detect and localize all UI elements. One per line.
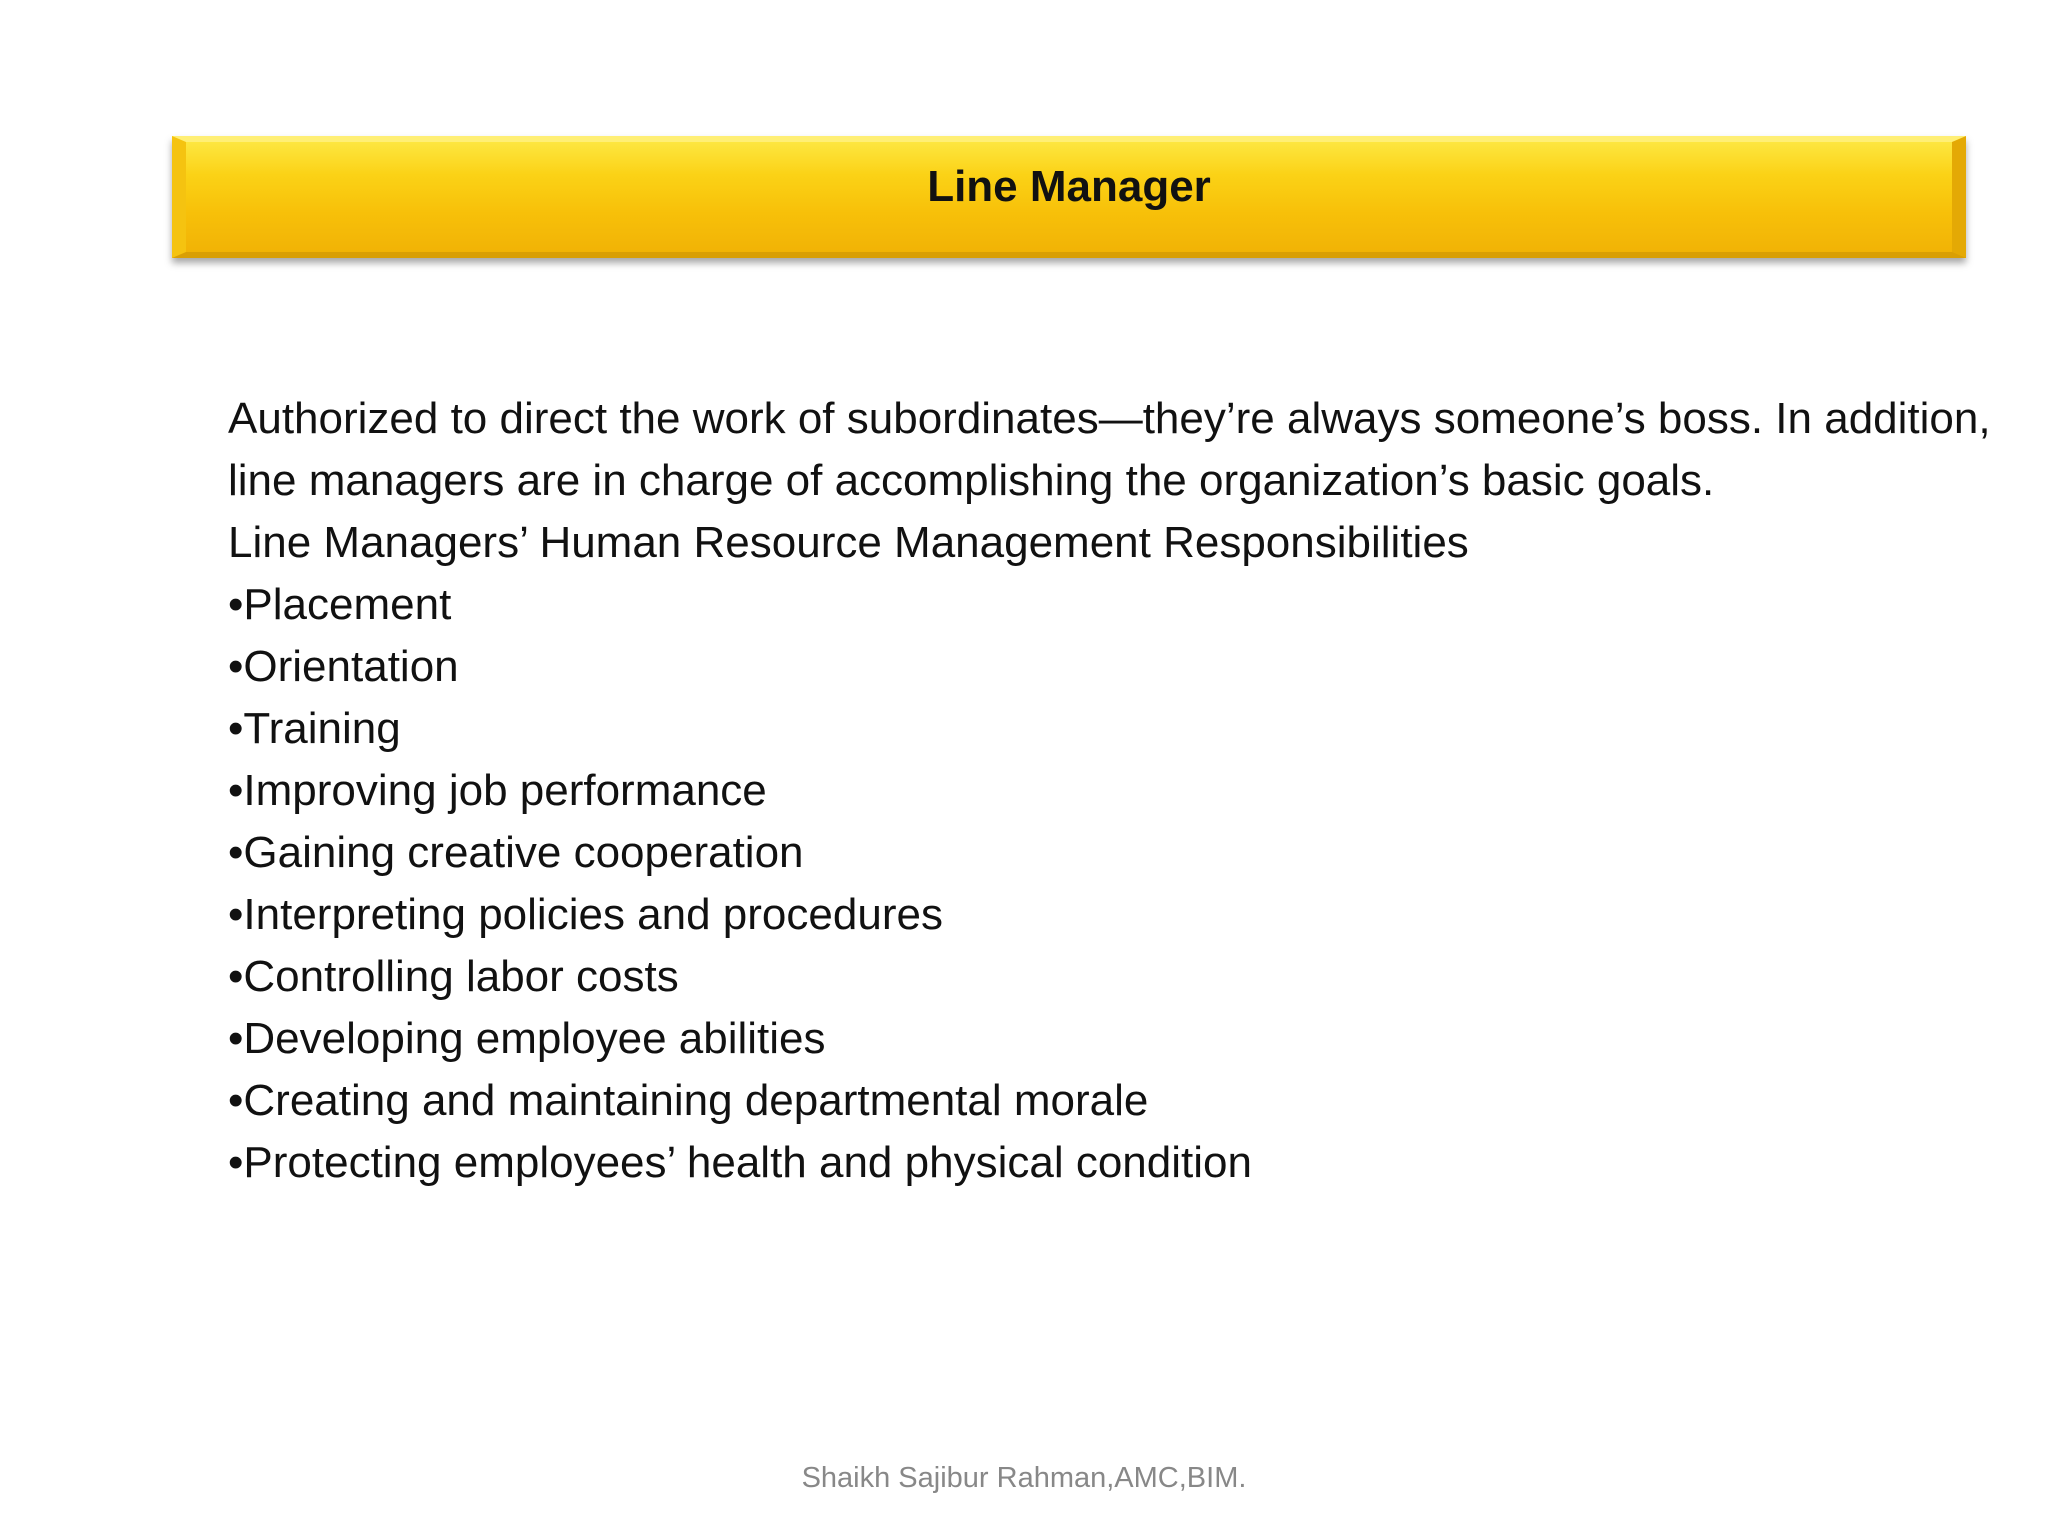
- list-item-text: Orientation: [243, 642, 459, 691]
- list-item: [228, 574, 2008, 636]
- list-item: [228, 1070, 2008, 1132]
- bullet-glyph: •: [228, 1138, 244, 1187]
- slide-body: [228, 388, 2008, 1194]
- list-item-text: Protecting employees’ health and physical condition: [243, 1138, 1252, 1187]
- slide-footer: Shaikh Sajibur Rahman,AMC,BIM.: [801, 1462, 1247, 1494]
- slide-title: Line Manager: [927, 162, 1211, 211]
- bullet-glyph: •: [228, 1076, 244, 1125]
- list-item-text: Gaining creative cooperation: [243, 828, 804, 877]
- bullet-glyph: •: [228, 952, 244, 1001]
- list-item: [228, 1132, 2008, 1194]
- list-item: [228, 1008, 2008, 1070]
- bullet-glyph: •: [228, 828, 244, 877]
- bullet-glyph: •: [228, 642, 244, 691]
- bullet-glyph: •: [228, 766, 244, 815]
- list-item: [228, 760, 2008, 822]
- list-item: [228, 698, 2008, 760]
- list-item: [228, 884, 2008, 946]
- list-item-text: Controlling labor costs: [243, 952, 679, 1001]
- list-item-text: Developing employee abilities: [243, 1014, 826, 1063]
- intro-paragraph: Authorized to direct the work of subordinates—they’re always someone’s boss. In addition, line managers are in charge of accomplishing the organization’s basic goals.: [228, 394, 1991, 505]
- list-item-text: Training: [243, 704, 401, 753]
- bullet-glyph: •: [228, 580, 244, 629]
- list-item-text: Interpreting policies and procedures: [243, 890, 943, 939]
- responsibilities-list: [228, 574, 2008, 1194]
- list-item-text: Creating and maintaining departmental morale: [243, 1076, 1149, 1125]
- list-item: [228, 946, 2008, 1008]
- list-item-text: Placement: [243, 580, 452, 629]
- title-banner: [172, 136, 1966, 258]
- list-item-text: Improving job performance: [243, 766, 767, 815]
- bullet-glyph: •: [228, 704, 244, 753]
- bullet-glyph: •: [228, 1014, 244, 1063]
- list-item: [228, 636, 2008, 698]
- list-item: [228, 822, 2008, 884]
- bullet-glyph: •: [228, 890, 244, 939]
- responsibilities-heading: Line Managers’ Human Resource Management Responsibilities: [228, 518, 1469, 567]
